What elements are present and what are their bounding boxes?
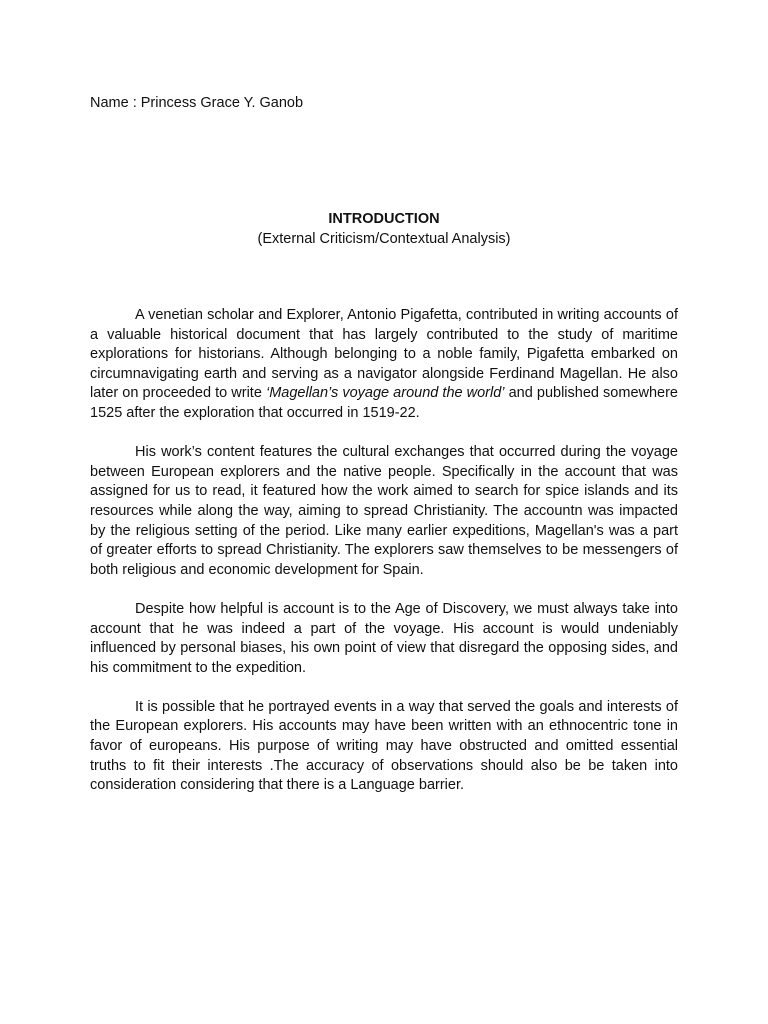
author-name-line: Name : Princess Grace Y. Ganob: [90, 95, 304, 111]
paragraph-1: [90, 306, 678, 424]
body-text: [90, 306, 678, 815]
section-title: INTRODUCTION: [328, 211, 440, 227]
paragraph-3: Despite how helpful is account is to the Age of Discovery, we must always take into account that he was indeed a part of the voyage. His account is would undeniably influenced by personal biases, his own point of view that disregard the opposing sides, and his commitment to the expedition.: [90, 600, 678, 676]
book-title: ‘Magellan’s voyage around the world’: [265, 385, 505, 402]
section-subtitle: (External Criticism/Contextual Analysis): [257, 231, 511, 247]
paragraph-1-text-b: and published somewhere 1525 after the exploration that occurred in 1519-22.: [90, 385, 678, 421]
paragraph-1-text-a: A venetian scholar and Explorer, Antonio Pigafetta, contributed in writing accounts of a valuable historical document that has largely contributed to the study of maritime explorations for historians. Although belonging to a noble family, Pigafetta embarked on circumnavigating earth and serving as a navigator alongside Ferdinand Magellan. He also later on proceeded to write: [90, 307, 678, 402]
paragraph-4: It is possible that he portrayed events in a way that served the goals and interests of the European explorers. His accounts may have been written with an ethnocentric tone in favor of europeans. His purpose of writing may have obstructed and omitted essential truths to fit their interests .The accuracy of observations should also be be taken into consideration considering that there is a Language barrier.: [90, 698, 678, 794]
paragraph-2: His work’s content features the cultural exchanges that occurred during the voyage between European explorers and the native people. Specifically in the account that was assigned for us to read, it featured how the work aimed to search for spice islands and its resources while along the way, aiming to spread Christianity. The accountn was impacted by the religious setting of the period. Like many earlier expeditions, Magellan's was a part of greater efforts to spread Christianity. The explorers saw themselves to be messengers of both religious and economic development for Spain.: [90, 444, 678, 578]
section-heading: [90, 210, 678, 249]
